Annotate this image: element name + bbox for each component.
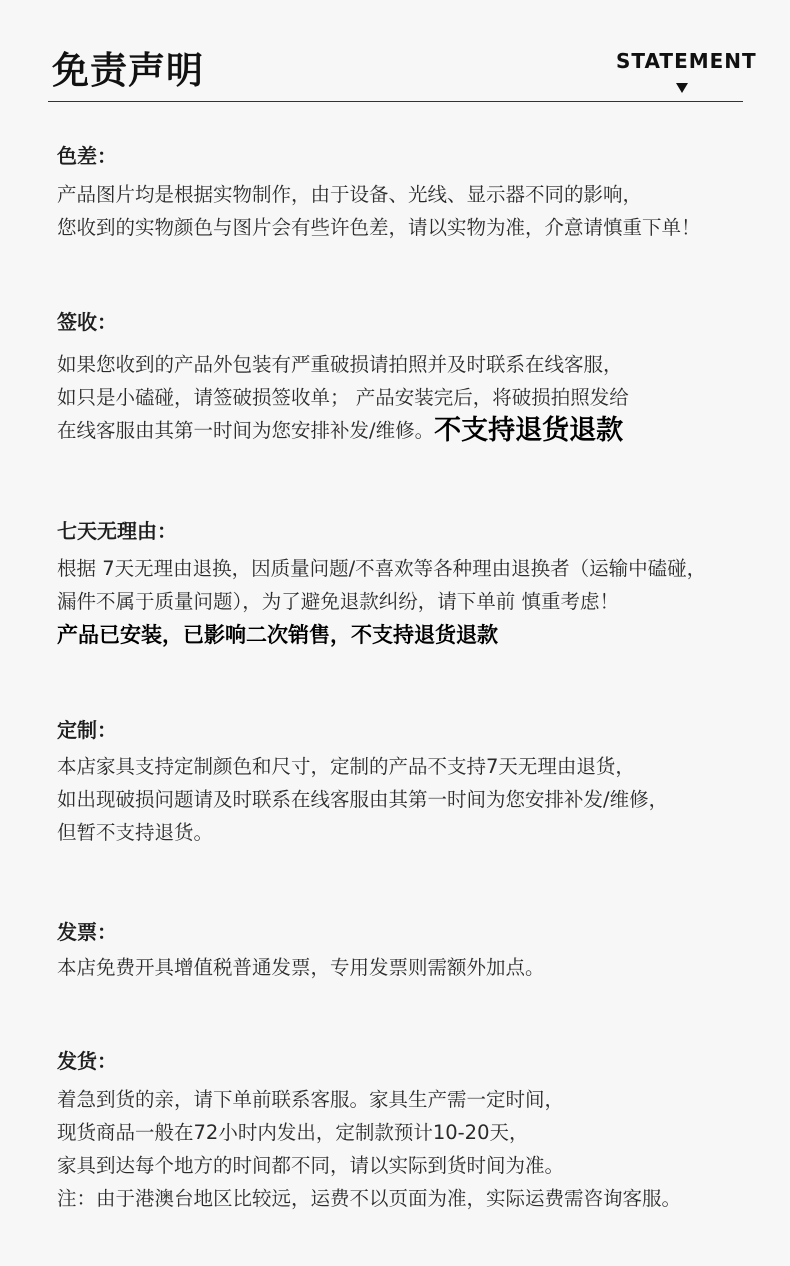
section-text-line: 现货商品一般在72小时内发出，定制款预计10-20天， [57,1121,529,1144]
section-text-line: 如果您收到的产品外包装有严重破损请拍照并及时联系在线客服， [57,353,623,376]
section-title: 发货： [57,1049,117,1073]
section-text-line: 注：由于港澳台地区比较远，运费不以页面为准，实际运费需咨询客服。 [57,1187,682,1210]
section-text-line: 如只是小磕碰，请签破损签收单； 产品安装完后，将破损拍照发给 [57,386,629,409]
section-text-line: 在线客服由其第一时间为您安排补发/维修。 [57,419,435,442]
page-title: 免责声明 [52,49,204,92]
page-header [0,0,790,110]
section-title: 定制： [57,718,117,742]
section-title: 签收： [57,310,117,334]
section-text-line: 本店家具支持定制颜色和尺寸，定制的产品不支持7天无理由退货， [57,755,635,778]
section-title: 色差： [57,144,117,168]
section-text-line: 漏件不属于质量问题），为了避免退款纠纷，请下单前 慎重考虑！ [57,590,619,613]
section-text-line: 如出现破损问题请及时联系在线客服由其第一时间为您安排补发/维修， [57,788,669,811]
section-text-line: 您收到的实物颜色与图片会有些许色差，请以实物为准，介意请慎重下单！ [57,216,701,239]
triangle-down-icon [676,83,688,93]
section-title: 七天无理由： [57,519,177,543]
section-text-line: 本店免费开具增值税普通发票，专用发票则需额外加点。 [57,956,545,979]
section-title: 发票： [57,920,117,944]
no-return-emphasis: 不支持退货退款 [434,415,624,446]
section-text-line: 产品图片均是根据实物制作，由于设备、光线、显示器不同的影响， [57,183,643,206]
no-return-emphasis: 产品已安装，已影响二次销售，不支持退货退款 [57,623,498,647]
header-divider [48,101,743,102]
section-customization [57,713,668,850]
section-text-line-with-emphasis [57,414,629,448]
section-signing [57,305,629,448]
section-color-difference [57,139,701,245]
section-shipping [57,1044,681,1216]
section-text-line: 根据 7天无理由退换，因质量问题/不喜欢等各种理由退换者（运输中磕碰， [57,557,707,580]
section-text-line: 着急到货的亲，请下单前联系客服。家具生产需一定时间， [57,1088,565,1111]
statement-label: STATEMENT [616,49,757,73]
section-seven-day-return [57,514,706,652]
section-text-line: 家具到达每个地方的时间都不同，请以实际到货时间为准。 [57,1154,565,1177]
section-invoice [57,915,545,985]
section-text-line: 但暂不支持退货。 [57,821,214,844]
